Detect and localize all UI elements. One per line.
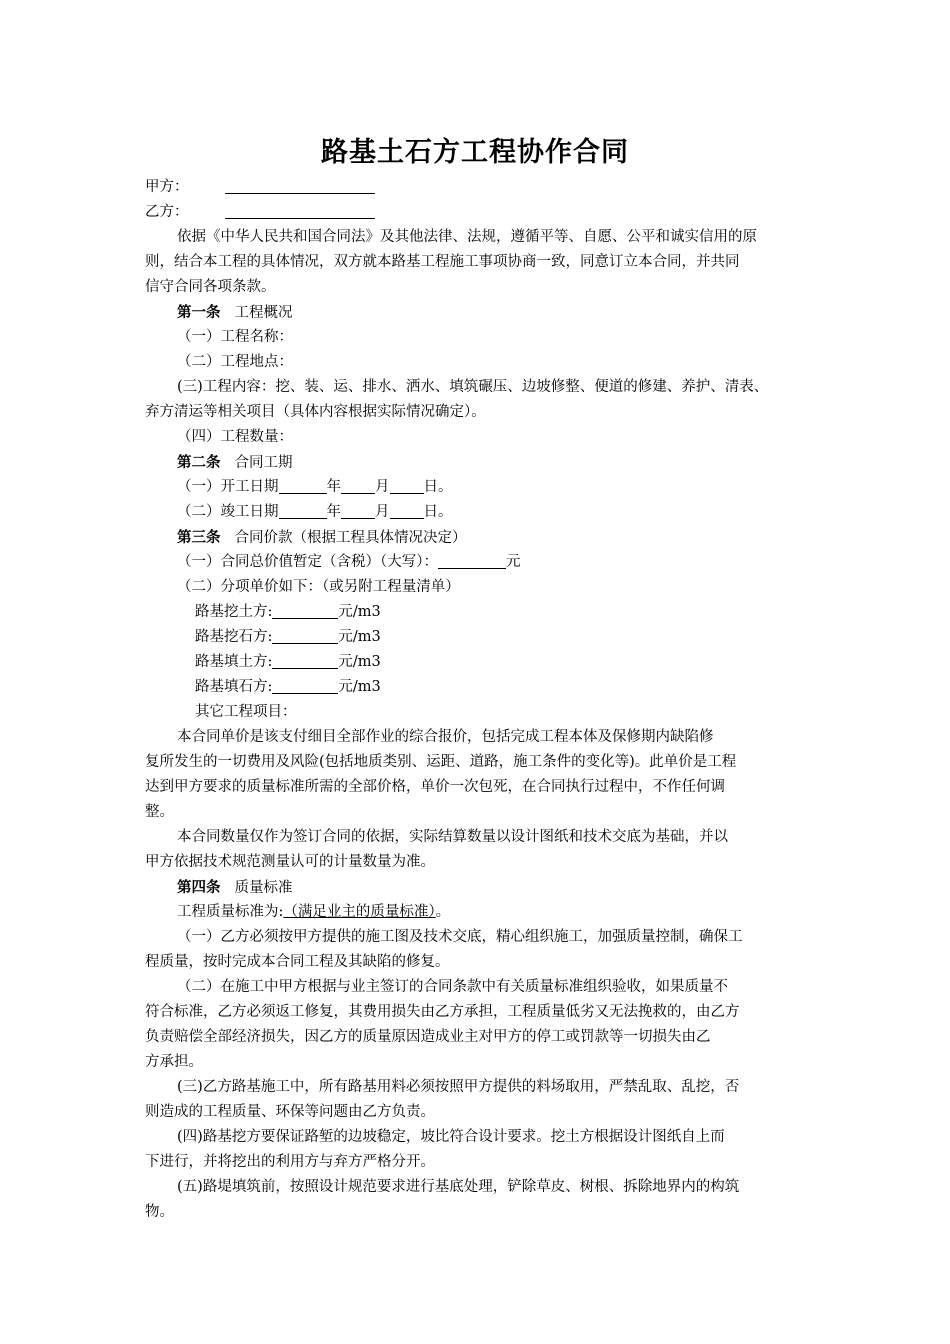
paragraph-line: 下进行，并将挖出的利用方与弃方严格分开。 xyxy=(145,1154,435,1170)
article-title: 质量标准 xyxy=(234,880,293,896)
other-items-line: 其它工程项目： xyxy=(195,704,297,720)
price-blank xyxy=(272,651,338,669)
party-a-label: 甲方： xyxy=(145,179,189,195)
document-title: 路基土石方工程协作合同 xyxy=(321,137,629,168)
intro-line: 依据《中华人民共和国合同法》及其他法律、法规，遵循平等、自愿、公平和诚实信用的原 xyxy=(177,229,757,245)
year-blank xyxy=(279,476,327,494)
document-body xyxy=(145,175,810,1225)
clause-line: （一）工程名称： xyxy=(177,329,293,345)
paragraph-line: 本合同单价是该支付细目全部作业的综合报价，包括完成工程本体及保修期内缺陷修 xyxy=(177,729,714,745)
party-b-label: 乙方： xyxy=(145,204,189,220)
month-blank xyxy=(341,476,375,494)
clause-line: （四）工程数量： xyxy=(177,429,293,445)
article-title: 工程概况 xyxy=(234,305,293,321)
clause-line: (三)工程内容：挖、装、运、排水、洒水、填筑碾压、边坡修整、便道的修建、养护、清表、 xyxy=(177,379,769,395)
article-2-heading xyxy=(145,450,810,475)
unit-price-line: 路基填石方: 元/m3 xyxy=(145,675,810,700)
paragraph-line: 复所发生的一切费用及风险(包括地质类别、运距、道路，施工条件的变化等)。此单价是工程 xyxy=(145,754,737,770)
article-number: 第一条 xyxy=(177,304,221,321)
month-blank xyxy=(341,501,375,519)
paragraph-line: 负责赔偿全部经济损失，因乙方的质量原因造成业主对甲方的停工或罚款等一切损失由乙 xyxy=(145,1029,711,1045)
article-1-heading xyxy=(145,300,810,325)
paragraph-line: 符合标准，乙方必须返工修复，其费用损失由乙方承担，工程质量低劣又无法挽救的，由乙方 xyxy=(145,1004,740,1020)
unit-price-heading: （二）分项单价如下：（或另附工程量清单） xyxy=(177,579,460,595)
paragraph-line: 则造成的工程质量、环保等问题由乙方负责。 xyxy=(145,1104,435,1120)
day-blank xyxy=(390,501,424,519)
end-date-line: （二）竣工日期 年 月 日。 xyxy=(145,500,810,525)
quality-standard-value: （满足业主的质量标准） xyxy=(283,904,436,920)
paragraph-line: 物。 xyxy=(145,1204,174,1220)
paragraph-line: 整。 xyxy=(145,804,174,820)
paragraph-line: （一）乙方必须按甲方提供的施工图及技术交底，精心组织施工，加强质量控制，确保工 xyxy=(177,929,743,945)
price-blank xyxy=(272,676,338,694)
paragraph-line: （二）在施工中甲方根据与业主签订的合同条款中有关质量标准组织验收，如果质量不 xyxy=(177,979,728,995)
article-number: 第四条 xyxy=(177,879,221,896)
unit-price-line: 路基挖土方: 元/m3 xyxy=(145,600,810,625)
total-price-blank xyxy=(438,551,506,569)
paragraph-line: (四)路基挖方要保证路堑的边坡稳定，坡比符合设计要求。挖土方根据设计图纸自上而 xyxy=(177,1129,725,1145)
paragraph-line: 本合同数量仅作为签订合同的依据，实际结算数量以设计图纸和技术交底为基础，并以 xyxy=(177,829,728,845)
article-title: 合同工期 xyxy=(234,455,293,471)
paragraph-line: 甲方依据技术规范测量认可的计量数量为准。 xyxy=(145,854,435,870)
paragraph-line: 达到甲方要求的质量标准所需的全部价格，单价一次包死，在合同执行过程中，不作任何调 xyxy=(145,779,725,795)
party-b-blank xyxy=(225,201,375,219)
start-date-line: （一）开工日期 年 月 日。 xyxy=(145,475,810,500)
paragraph-line: (五)路堤填筑前，按照设计规范要求进行基底处理，铲除草皮、树根、拆除地界内的构筑 xyxy=(177,1179,740,1195)
unit-price-line: 路基挖石方: 元/m3 xyxy=(145,625,810,650)
paragraph-line: 方承担。 xyxy=(145,1054,203,1070)
article-number: 第三条 xyxy=(177,529,221,546)
article-4-heading xyxy=(145,875,810,900)
article-title: 合同价款（根据工程具体情况决定） xyxy=(234,530,467,546)
unit-price-line: 路基填土方: 元/m3 xyxy=(145,650,810,675)
clause-line: 弃方清运等相关项目（具体内容根据实际情况确定）。 xyxy=(145,404,486,420)
paragraph-line: (三)乙方路基施工中，所有路基用料必须按照甲方提供的料场取用，严禁乱取、乱挖，否 xyxy=(177,1079,740,1095)
party-a-blank xyxy=(225,176,375,194)
total-price-line: （一）合同总价值暂定（含税）（大写）： 元 xyxy=(145,550,810,575)
clause-line: （二）工程地点： xyxy=(177,354,293,370)
quality-standard-line: 工程质量标准为:（满足业主的质量标准）。 xyxy=(177,904,451,920)
article-3-heading xyxy=(145,525,810,550)
party-a-line xyxy=(145,175,810,200)
intro-line: 信守合同各项条款。 xyxy=(145,279,276,295)
year-blank xyxy=(279,501,327,519)
day-blank xyxy=(390,476,424,494)
intro-line: 则，结合本工程的具体情况，双方就本路基工程施工事项协商一致，同意订立本合同，并共同 xyxy=(145,254,740,270)
price-blank xyxy=(272,626,338,644)
price-blank xyxy=(272,601,338,619)
party-b-line xyxy=(145,200,810,225)
paragraph-line: 程质量，按时完成本合同工程及其缺陷的修复。 xyxy=(145,954,450,970)
article-number: 第二条 xyxy=(177,454,221,471)
